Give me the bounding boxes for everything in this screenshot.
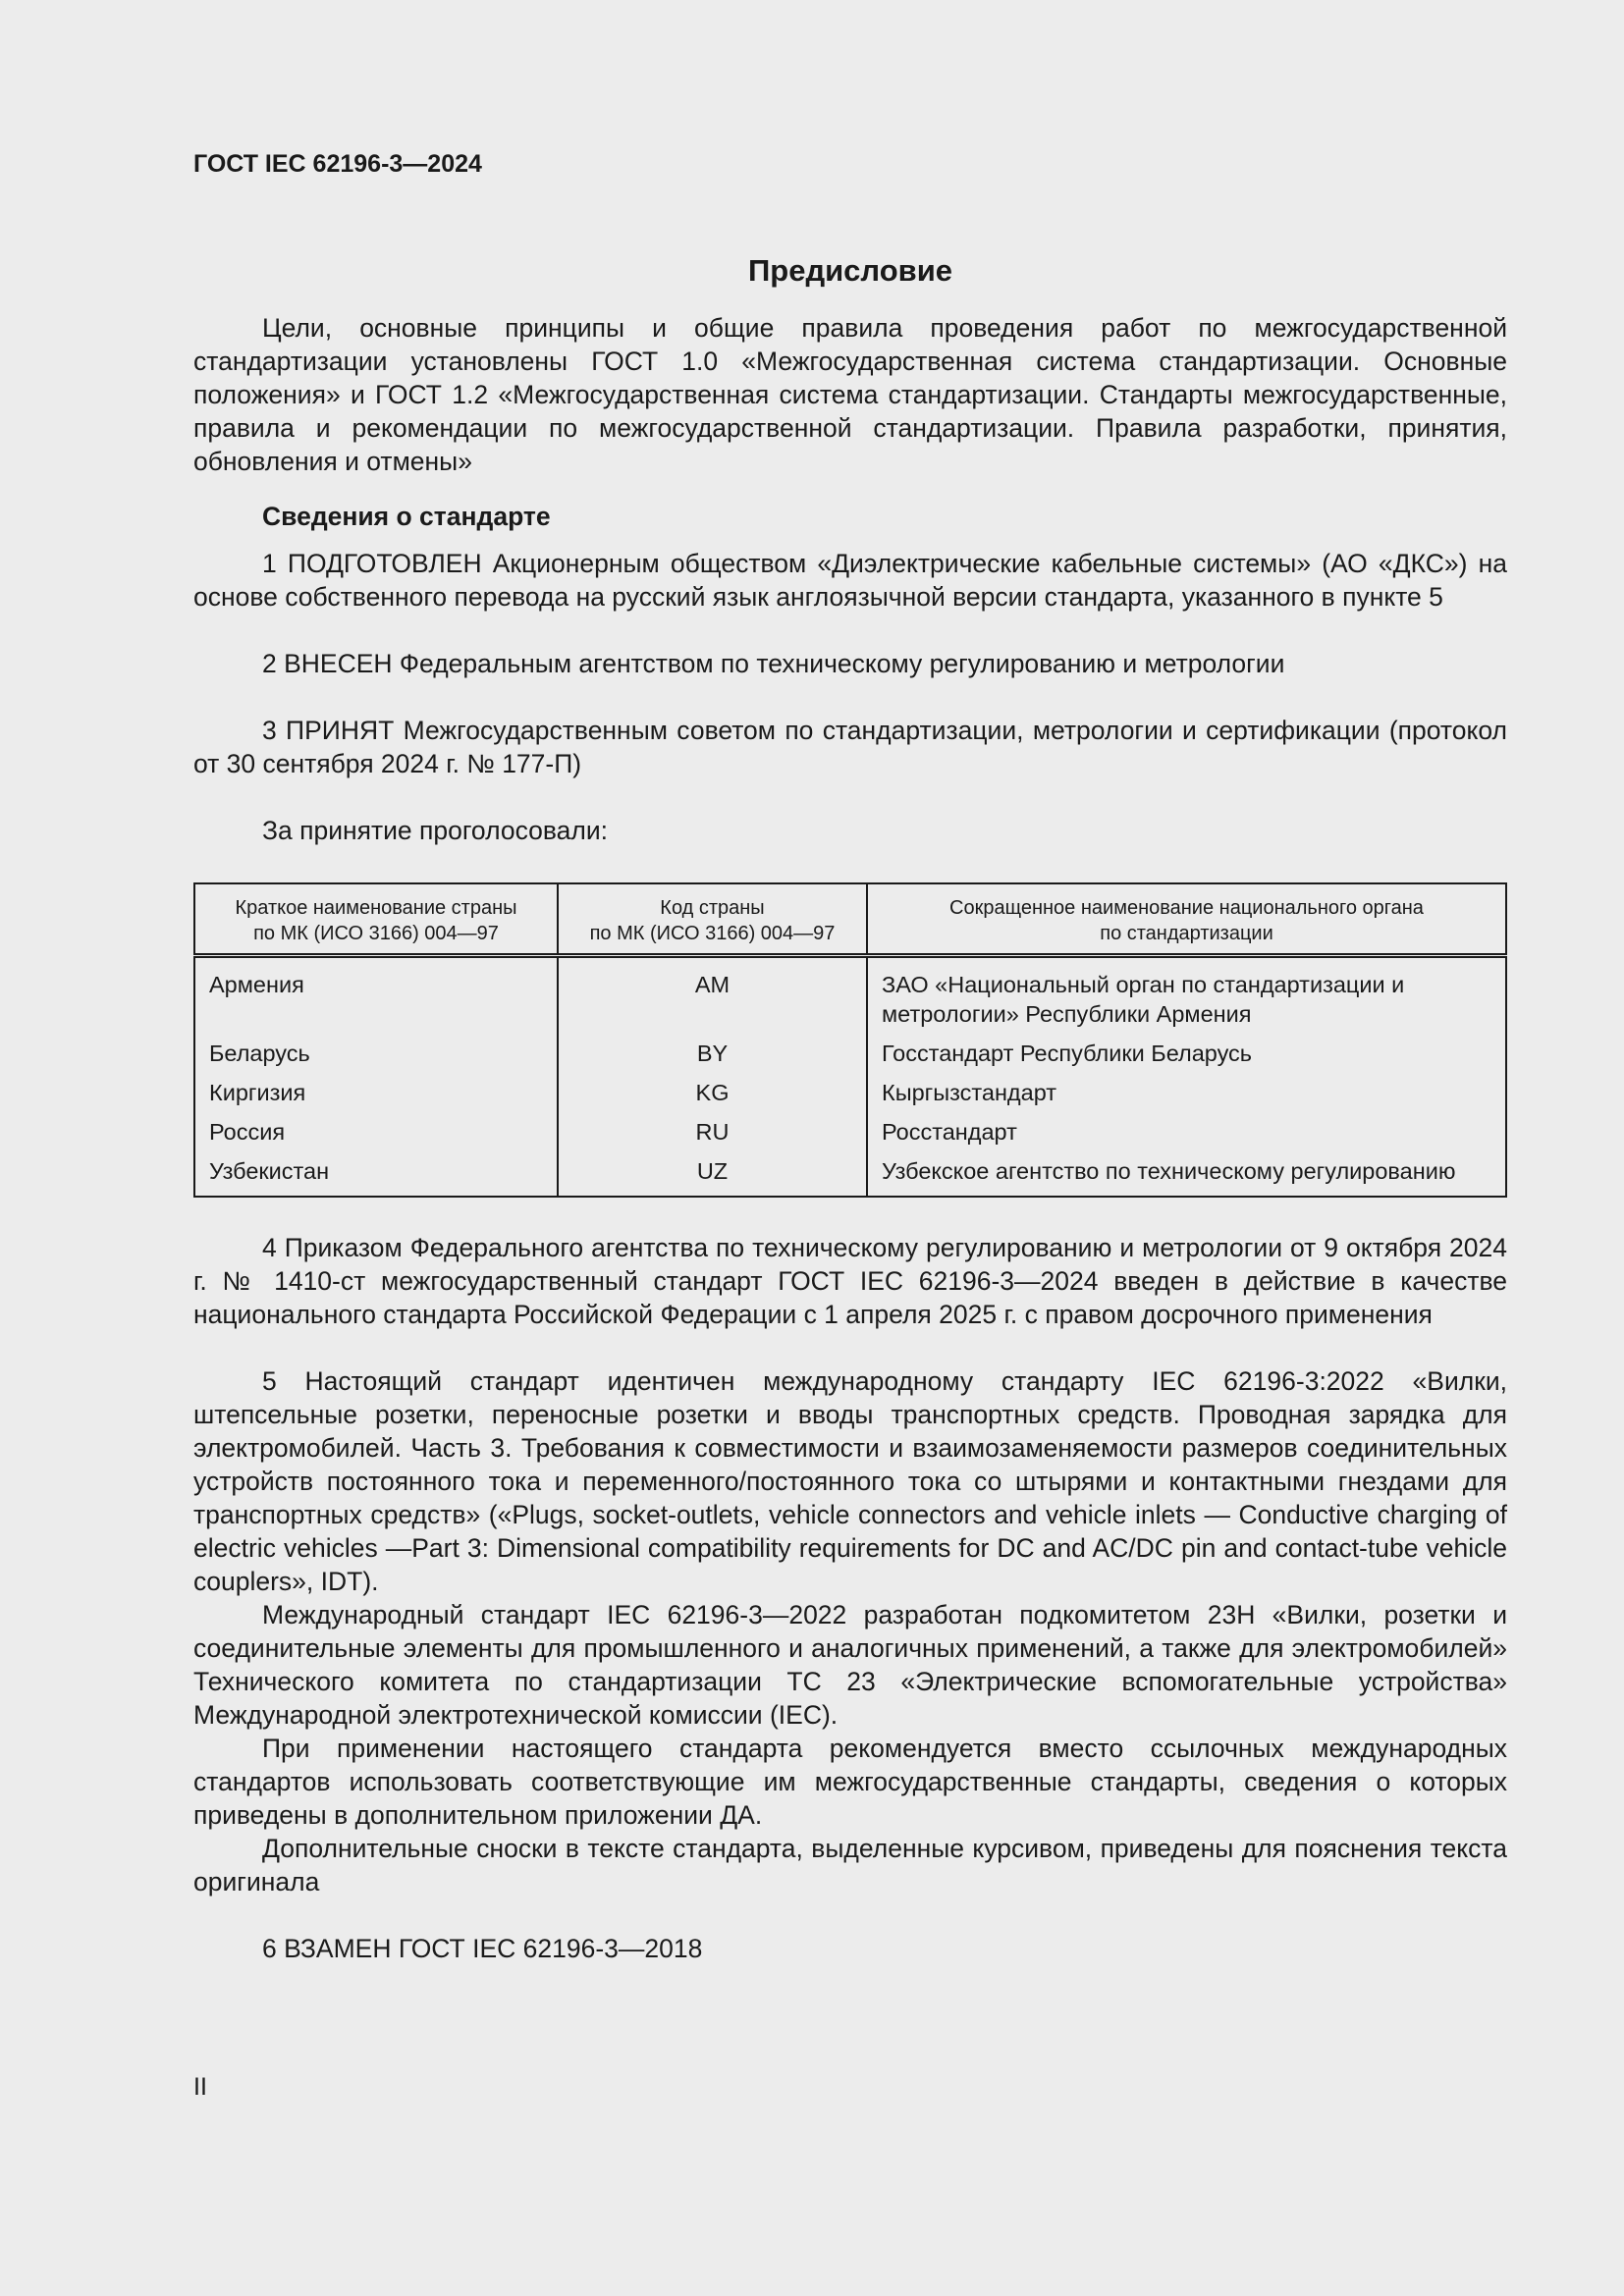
item-2: 2 ВНЕСЕН Федеральным агентством по техническому регулированию и метрологии	[262, 649, 1285, 678]
header-line: по МК (ИСО 3166) 004—97	[589, 923, 836, 944]
header-line: по стандартизации	[1100, 923, 1273, 944]
item-3: 3 ПРИНЯТ Межгосударственным советом по стандартизации, метрологии и сертификации (протокол от 30 сентября 2024 г. № 177-П)	[193, 716, 1507, 778]
header-line: по МК (ИСО 3166) 004—97	[253, 923, 499, 944]
table-header-row	[194, 883, 1506, 956]
country-name: Армения	[194, 956, 558, 1035]
country-code: AM	[558, 956, 867, 1035]
table-row	[194, 1073, 1506, 1112]
agency-name: ЗАО «Национальный орган по стандартизации и метрологии» Республики Армения	[867, 956, 1506, 1035]
item-1: 1 ПОДГОТОВЛЕН Акционерным обществом «Диэлектрические кабельные системы» (АО «ДКС») на основе собственного перевода на русский язык англоязычной версии стандарта, указанного в пункте 5	[193, 549, 1507, 612]
country-name: Беларусь	[194, 1034, 558, 1073]
header-country-code	[558, 883, 867, 956]
item-5-paragraph: При применении настоящего стандарта рекомендуется вместо ссылочных международных стандартов использовать соответствующие им межгосударственные стандарты, сведения о которых приведены в дополнительном приложении ДА.	[193, 1734, 1507, 1830]
agency-name: Кыргызстандарт	[867, 1073, 1506, 1112]
table-row	[194, 1034, 1506, 1073]
table-row	[194, 956, 1506, 1035]
country-name: Киргизия	[194, 1073, 558, 1112]
header-line: Код страны	[660, 897, 765, 919]
agency-name: Госстандарт Республики Беларусь	[867, 1034, 1506, 1073]
item-5-paragraph: Дополнительные сноски в тексте стандарта, выделенные курсивом, приведены для пояснения текста оригинала	[193, 1834, 1507, 1896]
item-4: 4 Приказом Федерального агентства по техническому регулированию и метрологии от 9 октября 2024 г. № 1410-ст межгосударственный стандарт ГОСТ IEC 62196-3—2024 введен в действие в качестве национального стандарта Российской Федерации с 1 апреля 2025 г. с правом досрочного применения	[193, 1233, 1507, 1329]
item-5-paragraph: Международный стандарт IEC 62196-3—2022 разработан подкомитетом 23H «Вилки, розетки и соединительные элементы для промышленного и аналогичных применений, а также для электромобилей» Технического комитета по стандартизации ТС 23 «Электрические вспомогательные устройства» Международной электротехнической комиссии (IEC).	[193, 1600, 1507, 1730]
voted-label: За принятие проголосовали:	[262, 816, 609, 845]
header-line: Краткое наименование страны	[235, 897, 517, 919]
country-code: BY	[558, 1034, 867, 1073]
header-agency	[867, 883, 1506, 956]
country-code: KG	[558, 1073, 867, 1112]
document-header: ГОСТ IEC 62196-3—2024	[193, 150, 482, 178]
page-number: II	[193, 2073, 207, 2101]
country-code: UZ	[558, 1151, 867, 1197]
intro-paragraph: Цели, основные принципы и общие правила проведения работ по межгосударственной стандартизации установлены ГОСТ 1.0 «Межгосударственная система стандартизации. Основные положения» и ГОСТ 1.2 «Межгосударственная система стандартизации. Стандарты межгосударственные, правила и рекомендации по межгосударственной стандартизации. Правила разработки, принятия, обновления и отмены»	[193, 313, 1507, 476]
item-6: 6 ВЗАМЕН ГОСТ IEC 62196-3—2018	[262, 1934, 703, 1963]
item-5: 5 Настоящий стандарт идентичен международному стандарту IEC 62196-3:2022 «Вилки, штепсельные розетки, переносные розетки и вводы транспортных средств. Проводная зарядка для электромобилей. Часть 3. Требования к совместимости и взаимозаменяемости размеров соединительных устройств постоянного тока и переменного/постоянного тока со штырями и контактными гнездами для транспортных средств» («Plugs, socket-outlets, vehicle connectors and vehicle inlets — Conductive charging of electric vehicles —Part 3: Dimensional compatibility requirements for DC and AC/DC pin and contact-tube vehicle couplers», IDT).	[193, 1366, 1507, 1596]
table-row	[194, 1112, 1506, 1151]
agency-name: Росстандарт	[867, 1112, 1506, 1151]
agency-name: Узбекское агентство по техническому регулированию	[867, 1151, 1506, 1197]
country-code: RU	[558, 1112, 867, 1151]
page-content	[193, 147, 1507, 1965]
country-name: Россия	[194, 1112, 558, 1151]
voting-table	[193, 882, 1507, 1198]
country-name: Узбекистан	[194, 1151, 558, 1197]
header-country-name	[194, 883, 558, 956]
section-title: Предисловие	[747, 253, 952, 288]
table-row	[194, 1151, 1506, 1197]
subheading: Сведения о стандарте	[262, 502, 551, 531]
header-line: Сокращенное наименование национального органа	[949, 897, 1424, 919]
